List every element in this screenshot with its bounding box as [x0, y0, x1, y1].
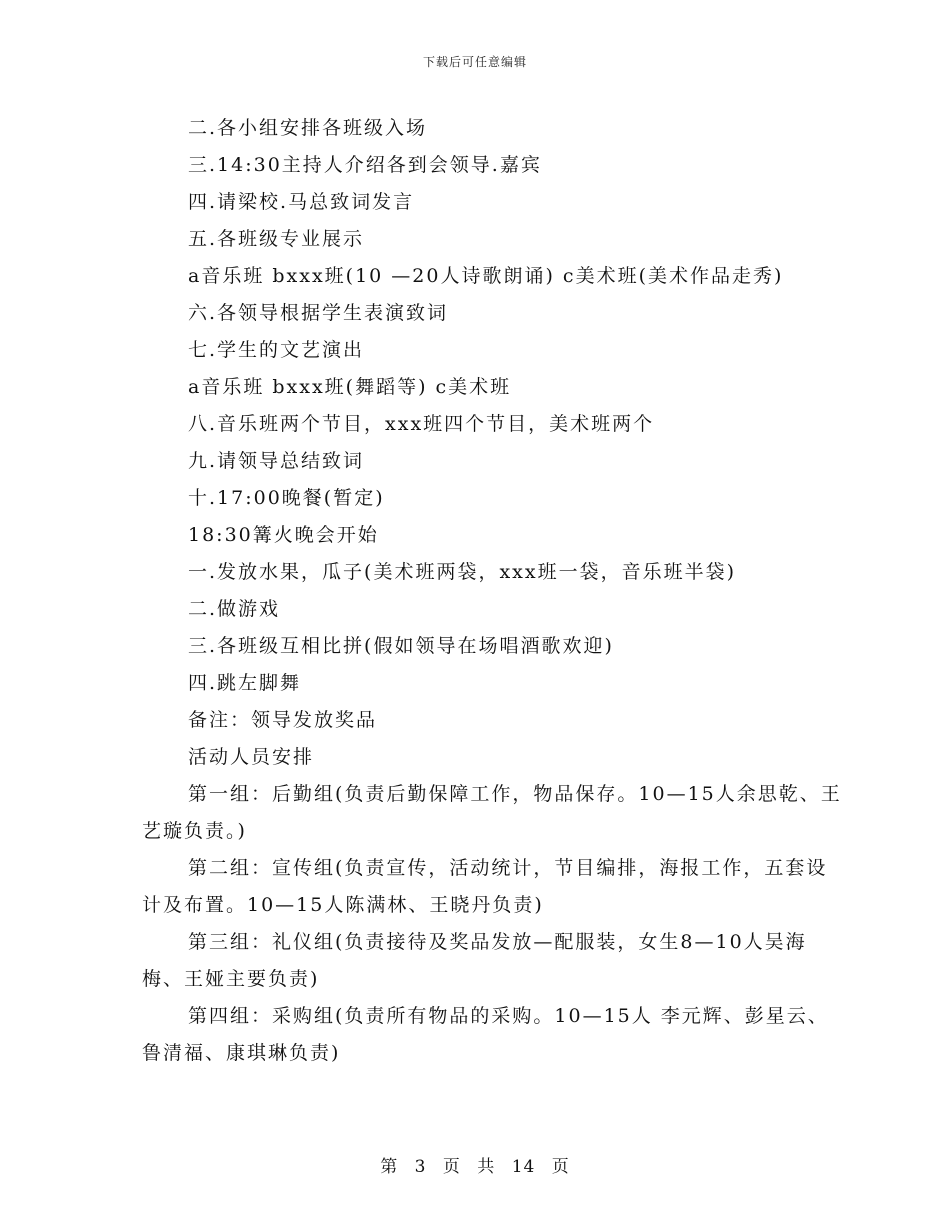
- text-line: 一.发放水果，瓜子(美术班两袋，xxx班一袋，音乐班半袋): [188, 561, 737, 583]
- text-line: 八.音乐班两个节目，xxx班四个节目，美术班两个: [188, 413, 655, 435]
- text-line: a音乐班 bxxx班(舞蹈等) c美术班: [188, 376, 512, 398]
- text-line: 四.请梁校.马总致词发言: [188, 191, 415, 213]
- text-line: 十.17:00晚餐(暂定): [188, 487, 385, 509]
- document-body: [142, 110, 842, 1072]
- group-paragraph: 第一组：后勤组(负责后勤保障工作，物品保存。10—15人余思乾、王艺璇负责。): [142, 783, 842, 842]
- text-line: 三.14:30主持人介绍各到会领导.嘉宾: [188, 154, 542, 176]
- page-footer: [0, 1152, 950, 1177]
- footer-total-word: 共: [477, 1157, 496, 1177]
- text-line: 二.做游戏: [188, 598, 281, 620]
- group-paragraph: 第四组：采购组(负责所有物品的采购。10—15人 李元辉、彭星云、鲁清福、康琪琳负责): [142, 1005, 829, 1064]
- text-line: 五.各班级专业展示: [188, 228, 365, 250]
- group-paragraph: 第二组：宣传组(负责宣传，活动统计，节目编排，海报工作，五套设计及布置。10—15人陈满林、王晓丹负责): [142, 857, 828, 916]
- text-line: a音乐班 bxxx班(10 —20人诗歌朗诵) c美术班(美术作品走秀): [188, 265, 784, 287]
- text-line: 七.学生的文艺演出: [188, 339, 365, 361]
- text-line: 九.请领导总结致词: [188, 450, 365, 472]
- group-paragraph: 第三组：礼仪组(负责接待及奖品发放—配服装，女生8—10人吴海梅、王娅主要负责): [142, 931, 807, 990]
- total-page-number: 14: [511, 1157, 536, 1177]
- footer-suffix: 页: [551, 1157, 570, 1177]
- footer-page-word: 页: [442, 1157, 461, 1177]
- current-page-number: 3: [414, 1157, 427, 1177]
- text-line: 四.跳左脚舞: [188, 672, 302, 694]
- text-line: 二.各小组安排各班级入场: [188, 117, 428, 139]
- text-line: 18:30篝火晚会开始: [188, 524, 379, 546]
- text-line: 三.各班级互相比拼(假如领导在场唱酒歌欢迎): [188, 635, 614, 657]
- text-line: 备注：领导发放奖品: [188, 709, 378, 731]
- footer-prefix: 第: [380, 1157, 399, 1177]
- text-line: 活动人员安排: [188, 746, 315, 768]
- text-line: 六.各领导根据学生表演致词: [188, 302, 449, 324]
- page-header: 下载后可任意编辑: [422, 55, 527, 69]
